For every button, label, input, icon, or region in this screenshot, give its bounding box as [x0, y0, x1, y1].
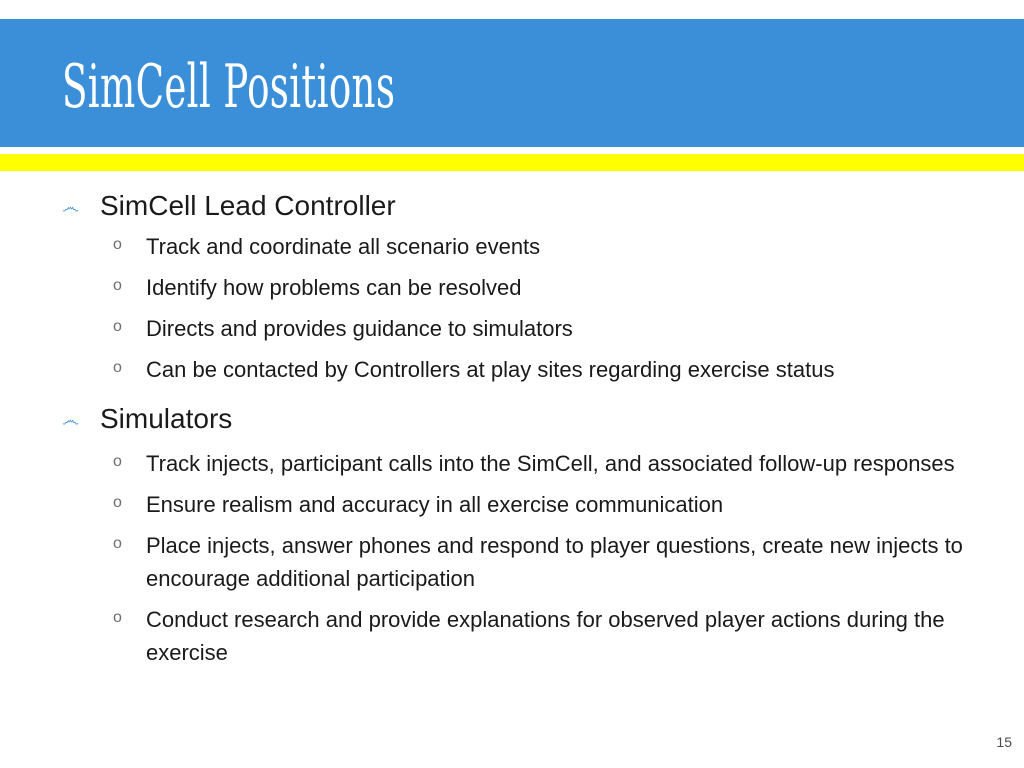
list-item-text: Directs and provides guidance to simulators [146, 316, 573, 341]
list-item [0, 312, 1024, 345]
list-item [0, 447, 1024, 480]
section-heading: SimCell Lead Controller [100, 190, 396, 221]
bullet-circle-icon: o [113, 318, 122, 335]
list-item-text: Place injects, answer phones and respond to player questions, create new injects to encourage additional participation [146, 533, 963, 591]
list-item [0, 529, 1024, 595]
section-simulators [0, 403, 1024, 669]
bullet-circle-icon: o [113, 277, 122, 294]
slide-number: 15 [996, 734, 1012, 750]
bullet-circle-icon: o [113, 453, 122, 470]
bullet-circle-icon: o [113, 236, 122, 253]
section-lead-controller [0, 190, 1024, 386]
slide-title: SimCell Positions [62, 52, 396, 122]
bullet-circle-icon: o [113, 494, 122, 511]
list-item [0, 353, 1024, 386]
bullet-circle-icon: o [113, 535, 122, 552]
bullet-circle-icon: o [113, 359, 122, 376]
bullet-circle-icon: o [113, 609, 122, 626]
list-item [0, 603, 1024, 669]
section-heading-row [0, 403, 1024, 443]
section-heading-row [0, 190, 1024, 230]
list-item-text: Track and coordinate all scenario events [146, 234, 541, 259]
accent-bar [0, 154, 1024, 171]
list-item-text: Track injects, participant calls into the SimCell, and associated follow-up responses [146, 451, 955, 476]
title-bar [0, 19, 1024, 147]
bullet-swirl-icon: ෴ [62, 410, 80, 430]
list-item [0, 230, 1024, 263]
list-item-text: Ensure realism and accuracy in all exercise communication [146, 492, 724, 517]
list-item-text: Identify how problems can be resolved [146, 275, 522, 300]
section-heading: Simulators [100, 403, 233, 434]
list-item [0, 488, 1024, 521]
list-item [0, 271, 1024, 304]
bullet-swirl-icon: ෴ [62, 197, 80, 217]
list-item-text: Conduct research and provide explanations for observed player actions during the exercise [146, 607, 945, 665]
list-item-text: Can be contacted by Controllers at play sites regarding exercise status [146, 357, 835, 382]
